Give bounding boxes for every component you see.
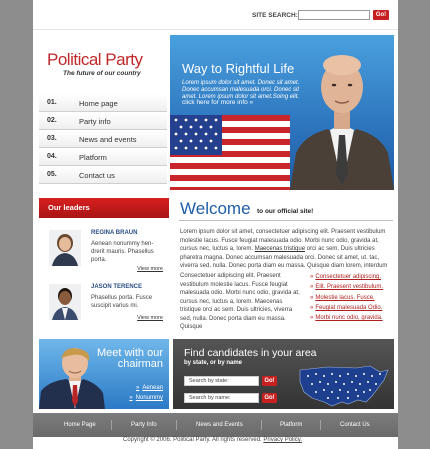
intro-inline-link[interactable]: Maecenas tristique	[254, 246, 306, 252]
quick-links-list	[310, 272, 394, 323]
nav-label: Party info	[79, 117, 111, 126]
chairman-title-line2: chairman	[117, 358, 163, 370]
nav-number: 01.	[47, 99, 57, 106]
quick-link[interactable]: » Molestie lacus. Fusce.	[310, 294, 375, 301]
privacy-policy-link[interactable]: Privacy Policy.	[263, 437, 302, 443]
usa-map-icon[interactable]	[298, 362, 390, 408]
chairman-links	[129, 383, 163, 403]
nav-item-contact[interactable]	[39, 166, 167, 184]
intro-text-part: orci ac sem. Duis ultricies pharetra magna. Donec accumsan malesuada orci. Donec sit amet, ut. tac, viverra sed, nulla. Donec porta diam eu massa. Quisque diam lorem, interdum	[180, 246, 388, 269]
leader-description: Aenean nonummy hen-drerit mauris. Phasellus porta.	[91, 241, 154, 263]
nav-item-party-info[interactable]	[39, 112, 167, 130]
site-search-go-button[interactable]: Go!	[373, 10, 389, 20]
footer-divider	[176, 420, 177, 430]
logo-tagline: The future of our country	[63, 70, 141, 77]
quick-link-label: Feugiat malesuada Odio.	[315, 304, 383, 311]
search-by-state-input[interactable]: Search by state:	[184, 376, 259, 386]
page-container	[33, 0, 398, 449]
leader-view-more-link[interactable]: View more	[137, 266, 163, 272]
welcome-body-text: Consectetuer adipiscing elit. Praesent vestibulum molestie lacus. Fusce feugiat malesuada odio. Morbi nunc odio, gravida at, cursus nec, luctus a, lorem. Maecenas tristique orci ac sem. Duis ultricies, viverra sed, nulla. Donec porta diam eu massa. Quisque	[180, 273, 300, 330]
nav-number: 03.	[47, 135, 57, 142]
hero-title: Way to Rightful Life	[182, 61, 295, 76]
chairman-link-label: Aenean	[142, 385, 163, 391]
candidate-portrait-image	[290, 35, 394, 190]
quick-link-label: Molestie lacus. Fusce.	[315, 294, 375, 301]
nav-item-home[interactable]	[39, 94, 167, 112]
footer-divider	[111, 420, 112, 430]
footer-link-party-info[interactable]: Party Info	[131, 422, 157, 428]
footer-link-contact[interactable]: Contact Us	[340, 422, 370, 428]
copyright-text	[123, 437, 302, 443]
quick-link[interactable]: » Elit. Praesent vestibulum.	[310, 284, 384, 291]
leader-card	[45, 284, 165, 328]
search-by-name-input[interactable]: Search by name:	[184, 393, 259, 403]
leader-view-more-link[interactable]: View more	[137, 315, 163, 321]
footer	[33, 413, 398, 449]
nav-label: Home page	[79, 99, 118, 108]
intro-text-part: Lorem ipsum dolor sit amet, consectetuer adipiscing elit. Praesent vestibulum molestie lacus. Fusce feugiat malesuada odio. Morbi nunc odio, gravida at, cursus nec, luctus a, lorem.	[180, 229, 386, 252]
leader-name: JASON TERENCE	[91, 284, 143, 290]
hero-more-info-link[interactable]: click here for more info »	[182, 99, 254, 106]
quick-link[interactable]: » Feugiat malesuada Odio.	[310, 304, 383, 311]
search-by-name-go-button[interactable]: Go!	[262, 393, 277, 403]
quick-link-label: Elit. Praesent vestibulum.	[315, 284, 384, 291]
find-candidates-subtitle: by state, or by name	[184, 360, 243, 366]
find-candidates-panel	[173, 339, 394, 409]
welcome-subtitle: to our official site!	[257, 208, 314, 215]
search-by-state-go-button[interactable]: Go!	[262, 376, 277, 386]
footer-link-news[interactable]: News and Events	[196, 422, 243, 428]
nav-number: 04.	[47, 153, 57, 160]
footer-link-home[interactable]: Home Page	[64, 422, 96, 428]
footer-nav	[33, 413, 398, 437]
leader-name: REGINA BRAUN	[91, 230, 138, 236]
main-nav	[39, 94, 167, 184]
site-search-label: SITE SEARCH:	[252, 12, 298, 19]
footer-divider	[320, 420, 321, 430]
logo[interactable]	[39, 34, 169, 92]
welcome-title: Welcome	[180, 199, 251, 218]
chairman-banner	[39, 339, 169, 409]
hero-banner	[170, 35, 394, 190]
nav-label: Contact us	[79, 171, 115, 180]
chairman-link-label: Nonummy	[135, 395, 163, 401]
footer-link-platform[interactable]: Platform	[280, 422, 303, 428]
nav-number: 02.	[47, 117, 57, 124]
welcome-intro-text	[180, 228, 390, 271]
site-search-input[interactable]	[298, 10, 370, 20]
leaders-heading: Our leaders	[39, 198, 169, 218]
find-candidates-title: Find candidates in your area	[184, 347, 317, 359]
nav-item-platform[interactable]	[39, 148, 167, 166]
leader-description: Phasellus porta. Fusce suscipit varius mi.	[91, 295, 153, 309]
quick-link-label: Morbi nunc odio, gravida.	[315, 315, 383, 322]
copyright-label: Copyright © 2006. Political Party. All rights reserved.	[123, 437, 262, 443]
hero-text: Lorem ipsum dolor sit amet. Donec sit amet. Donec accumsan malesuada orci. Donec sit amet. Lorem ipsum dolor sit amet.Soing elit.	[182, 80, 300, 100]
nav-label: News and events	[79, 135, 137, 144]
leader-photo-jason	[49, 284, 81, 320]
divider	[179, 220, 393, 221]
nav-item-news[interactable]	[39, 130, 167, 148]
quick-link[interactable]: » Morbi nunc odio, gravida.	[310, 315, 383, 322]
chairman-link[interactable]: » Nonummy	[129, 395, 163, 401]
american-flag-image	[170, 115, 290, 190]
footer-divider	[261, 420, 262, 430]
quick-link-label: Consectetuer adipiscing.	[315, 274, 382, 280]
nav-label: Platform	[79, 153, 107, 162]
leader-card	[45, 230, 165, 274]
leaders-panel	[39, 198, 169, 333]
nav-number: 05.	[47, 171, 57, 178]
chairman-link[interactable]: » Aenean	[135, 385, 163, 391]
chairman-title-line1: Meet with our	[96, 347, 163, 359]
top-bar	[33, 0, 398, 30]
logo-title: Political Party	[47, 50, 143, 69]
chairman-title	[97, 348, 163, 370]
leader-photo-regina	[49, 230, 81, 266]
quick-link[interactable]: » Consectetuer adipiscing.	[310, 274, 382, 280]
